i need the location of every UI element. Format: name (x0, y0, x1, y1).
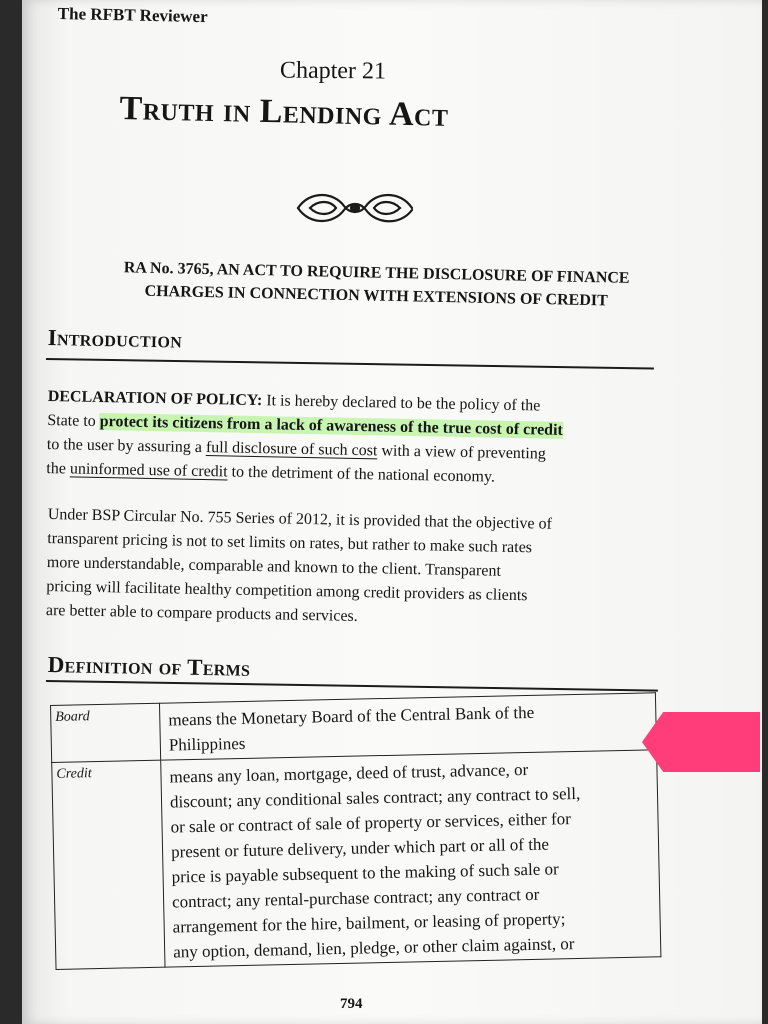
paragraph-line: are better able to compare products and services. (45, 601, 358, 625)
law-heading-line-1: RA No. 3765, AN ACT TO REQUIRE THE DISCLOSURE OF FINANCE (123, 259, 630, 287)
text-run: the (46, 459, 71, 478)
running-header: The RFBT Reviewer (57, 4, 208, 27)
definition-cell (159, 693, 656, 760)
text-run: It is hereby declared to be the policy of the (262, 392, 541, 415)
paragraph-line: pricing will facilitate healthy competition among credit providers as clients (46, 577, 528, 605)
declaration-of-policy-paragraph (46, 385, 660, 493)
definition-line: Philippines (168, 733, 246, 755)
book-page (22, 0, 762, 1024)
definition-line: present or future delivery, under which part or all of the (170, 834, 550, 862)
decorative-flourish-icon (290, 186, 420, 235)
definition-cell (161, 750, 661, 967)
page-number: 794 (340, 996, 363, 1012)
law-heading-line-2: CHARGES IN CONNECTION WITH EXTENSIONS OF CREDIT (144, 282, 608, 310)
introduction-heading: Introduction (47, 325, 183, 353)
text-run: State to (47, 411, 100, 430)
table-row (52, 750, 661, 970)
introduction-divider (46, 358, 654, 370)
paragraph-line: transparent pricing is not to set limits on rates, but rather to make such rates (47, 529, 533, 557)
sticky-tab (642, 712, 760, 772)
paragraph-line: more understandable, comparable and known to the client. Transparent (46, 553, 502, 580)
definition-line: price is payable subsequent to the making of such sale or (171, 859, 559, 887)
chapter-title: Truth in Lending Act (119, 90, 449, 134)
definition-line: or sale or contract of sale of property or services, either for (170, 809, 571, 837)
chapter-label: Chapter 21 (279, 57, 387, 85)
underlined-text: uninformed use of credit (69, 460, 228, 481)
paragraph-line: Under BSP Circular No. 755 Series of 2012, it is provided that the objective of (47, 505, 553, 533)
text-run: to the detriment of the national economy. (227, 463, 496, 486)
definition-line: discount; any conditional sales contract; any contract to sell, (169, 783, 581, 812)
definition-line: contract; any rental-purchase contract; any contract or (171, 884, 540, 912)
term-cell: Credit (52, 760, 165, 969)
bsp-circular-paragraph (46, 503, 660, 635)
text-run: to the user by assuring a (46, 435, 207, 457)
definitions-table (50, 692, 661, 970)
underlined-text: full disclosure of such cost (205, 439, 378, 460)
highlighted-text: protect its citizens from a lack of awareness of the true cost of credit (99, 413, 563, 439)
policy-label: DECLARATION OF POLICY: (47, 387, 263, 410)
definition-line: arrangement for the hire, bailment, or leasing of property; (172, 909, 566, 937)
text-run: with a view of preventing (377, 442, 546, 463)
law-heading (61, 255, 692, 314)
definition-line: means the Monetary Board of the Central Bank of the (168, 702, 535, 730)
definition-line: means any loan, mortgage, deed of trust, advance, or (169, 760, 529, 787)
definition-line: any option, demand, lien, pledge, or other claim against, or (173, 934, 575, 962)
definition-of-terms-heading: Definition of Terms (47, 652, 251, 681)
definitions-divider (46, 680, 658, 692)
term-cell: Board (51, 703, 161, 762)
